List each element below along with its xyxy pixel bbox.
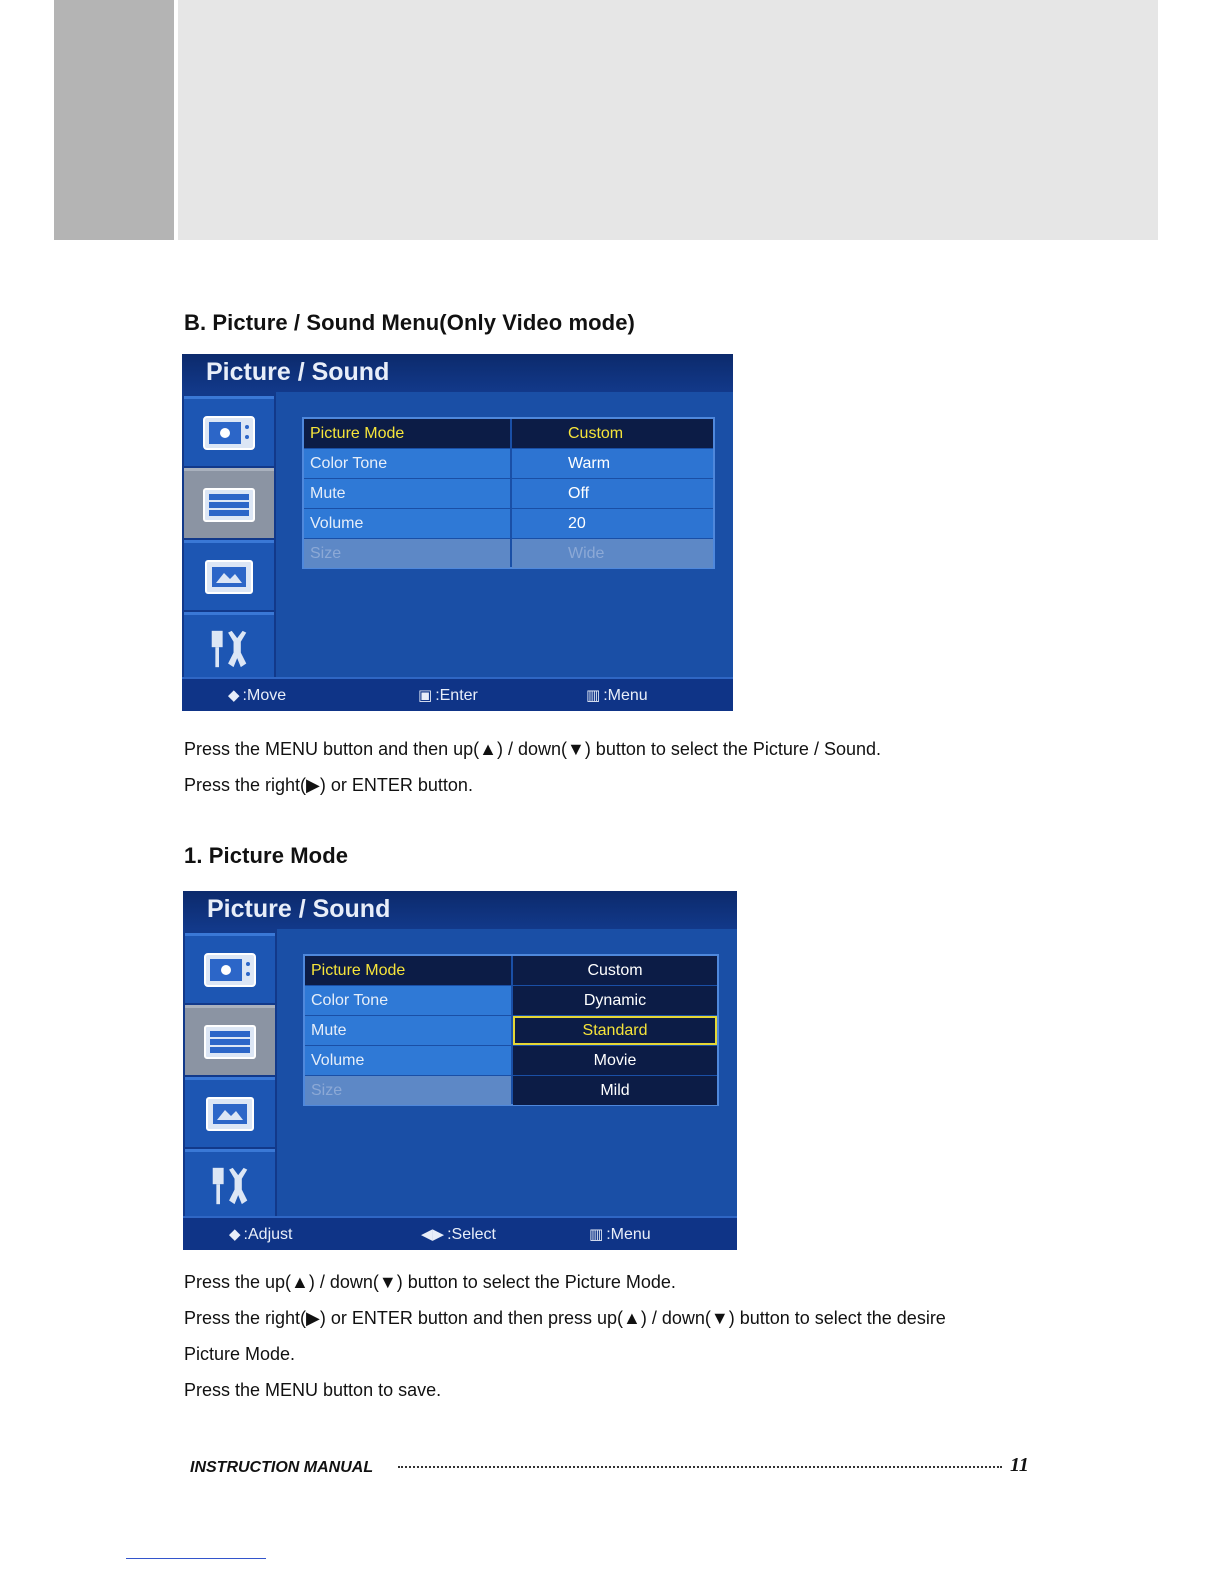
row-label: Volume: [305, 1046, 511, 1075]
osd-title: Picture / Sound: [206, 358, 390, 386]
tv-picture-icon: [202, 413, 256, 453]
rail-tab-image[interactable]: [185, 1077, 275, 1147]
row-label: Picture Mode: [304, 419, 510, 448]
row-label: Picture Mode: [305, 956, 511, 985]
rail-tab-tools[interactable]: [185, 1149, 275, 1219]
osd-icon-rail: [183, 929, 277, 1216]
osd-hint-bar: [182, 677, 733, 711]
rail-tab-picture[interactable]: [184, 396, 274, 466]
rail-tab-tools[interactable]: [184, 612, 274, 682]
rail-tab-picture-sound[interactable]: [184, 468, 274, 538]
row-label: Volume: [304, 509, 510, 538]
instruction-line: Press the MENU button to save.: [184, 1380, 442, 1400]
bottom-rule: [126, 1558, 266, 1559]
left-right-icon: ◀▶: [421, 1226, 445, 1243]
row-picture-mode[interactable]: [304, 419, 713, 449]
rail-tab-image[interactable]: [184, 540, 274, 610]
menu-bars-icon: ▥: [589, 1226, 604, 1243]
section-b-title: B. Picture / Sound Menu(Only Video mode): [184, 310, 635, 335]
osd-title-bar: [183, 891, 737, 929]
option-dynamic[interactable]: Dynamic: [513, 986, 717, 1015]
instruction-line: Picture Mode.: [184, 1344, 296, 1364]
osd-title: Picture / Sound: [207, 895, 391, 923]
hint-adjust: ◆ :Adjust: [229, 1226, 293, 1243]
instruction-line: Press the right(▶) or ENTER button and then press up(▲) / down(▼) button to select the desire: [184, 1308, 946, 1328]
row-value: Custom: [512, 419, 713, 448]
header-gray-block: [54, 0, 174, 240]
instruction-line: Press the right(▶) or ENTER button.: [184, 775, 473, 795]
instruction-line: Press the MENU button and then up(▲) / down(▼) button to select the Picture / Sound.: [184, 739, 881, 759]
osd-hint-bar: [183, 1216, 737, 1250]
picture-mode-table: [303, 954, 719, 1106]
row-label: Mute: [304, 479, 510, 508]
rail-tab-picture-sound[interactable]: [185, 1005, 275, 1075]
row-volume[interactable]: [304, 509, 713, 539]
hint-enter: ▣ :Enter: [418, 687, 478, 704]
image-frame-icon: [203, 1094, 257, 1134]
option-mild[interactable]: Mild: [513, 1076, 717, 1105]
up-down-icon: ◆: [228, 687, 240, 704]
menu-list-icon: [202, 485, 256, 525]
section-1-instructions: [184, 1264, 946, 1408]
tv-picture-icon: [203, 950, 257, 990]
row-color-tone[interactable]: [304, 449, 713, 479]
enter-square-icon: ▣: [418, 687, 433, 704]
hint-menu: ▥ :Menu: [586, 687, 648, 704]
hint-select: ◀▶ :Select: [421, 1226, 496, 1243]
image-frame-icon: [202, 557, 256, 597]
up-down-icon: ◆: [229, 1226, 241, 1243]
rail-tab-picture[interactable]: [185, 933, 275, 1003]
row-size-disabled: [304, 539, 713, 569]
tools-icon: [202, 629, 256, 669]
instruction-line: Press the up(▲) / down(▼) button to select the Picture Mode.: [184, 1272, 676, 1292]
option-movie[interactable]: Movie: [513, 1046, 717, 1075]
section-b-instructions: [184, 731, 881, 803]
tools-icon: [203, 1166, 257, 1206]
footer-dotted-leader: [398, 1466, 1002, 1468]
row-value: 20: [512, 509, 713, 538]
row-mute[interactable]: [304, 479, 713, 509]
footer-manual-label: INSTRUCTION MANUAL: [190, 1459, 374, 1476]
row-value: Warm: [512, 449, 713, 478]
settings-table: [302, 417, 715, 569]
menu-bars-icon: ▥: [586, 687, 601, 704]
row-value: Wide: [512, 539, 713, 568]
osd-screen-picture-sound: [182, 354, 733, 711]
osd-screen-picture-mode: [183, 891, 737, 1250]
osd-title-bar: [182, 354, 733, 392]
row-label: Color Tone: [305, 986, 511, 1015]
row-label: Mute: [305, 1016, 511, 1045]
header-light-panel: [178, 0, 1158, 240]
hint-menu: ▥ :Menu: [589, 1226, 651, 1243]
menu-list-icon: [203, 1022, 257, 1062]
section-1-title: 1. Picture Mode: [184, 843, 349, 868]
row-label: Color Tone: [304, 449, 510, 478]
row-value: Off: [512, 479, 713, 508]
page-number: 11: [1010, 1454, 1029, 1476]
option-standard-highlighted[interactable]: Standard: [513, 1016, 717, 1045]
hint-move: ◆ :Move: [228, 687, 287, 704]
option-custom[interactable]: Custom: [513, 956, 717, 985]
row-label: Size: [305, 1076, 511, 1105]
osd-icon-rail: [182, 392, 276, 677]
row-label: Size: [304, 539, 510, 568]
